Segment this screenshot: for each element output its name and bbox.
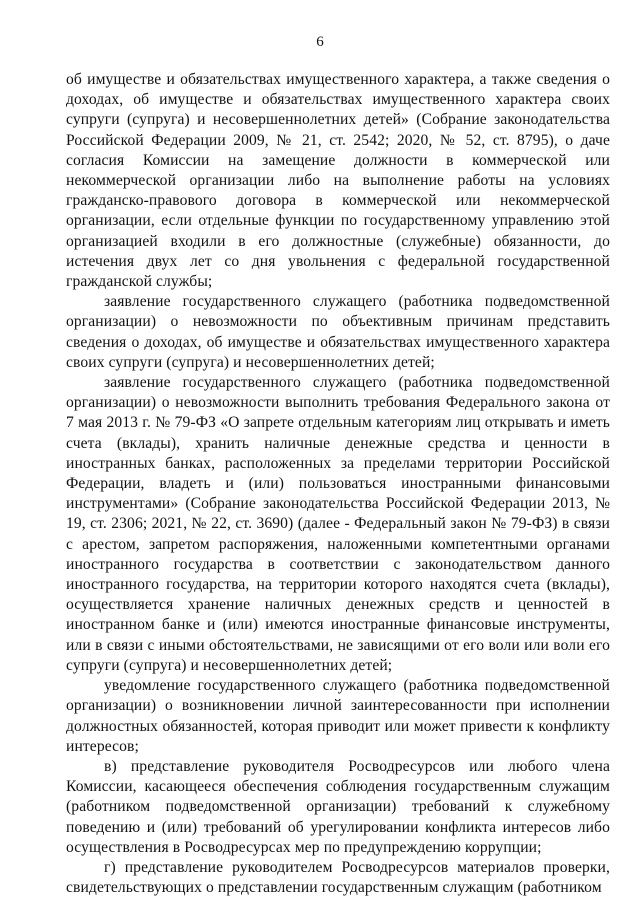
document-body — [66, 70, 610, 898]
paragraph-statement-impossibility-info: заявление государственного служащего (работника подведомственной организации) о невозможности по объективным причинам представить сведения о доходах, об имуществе и обязательствах имущественного характера своих супруги (супруга) и несовершеннолетних детей; — [66, 293, 610, 371]
paragraph-statement-impossibility-79fz: заявление государственного служащего (работника подведомственной организации) о невозможности выполнить требования Федерального закона от 7 мая 2013 г. № 79-ФЗ «О запрете отдельным категориям лиц открывать и иметь счета (вклады), хранить наличные денежные средства и ценности в иностранных банках, расположенных за пределами территории Российской Федерации, владеть и (или) пользоваться иностранными финансовыми инструментами» (Собрание законодательства Российской Федерации 2013, № 19, ст. 2306; 2021, № 22, ст. 3690) (далее - Федеральный закон № 79-ФЗ) в связи с арестом, запретом распоряжения, наложенными компетентными органами иностранного государства в соответствии с законодательством данного иностранного государства, на территории которого находятся счета (вклады), осуществляется хранение наличных денежных средств и ценностей в иностранном банке и (или) имеются иностранные финансовые инструменты, или в связи с иными обстоятельствами, не зависящими от его воли или воли его супруги (супруга) и несовершеннолетних детей; — [66, 374, 610, 674]
paragraph-item-g: г) представление руководителем Росводресурсов материалов проверки, свидетельствующих о представлении государственным служащим (работником — [66, 858, 610, 897]
paragraph-item-v: в) представление руководителя Росводресурсов или любого члена Комиссии, касающееся обеспечения соблюдения государственным служащим (работником подведомственной организации) требований к служебному поведению и (или) требований об урегулировании конфликта интересов либо осуществления в Росводресурсах мер по предупреждению коррупции; — [66, 757, 610, 856]
page-number: 6 — [316, 34, 324, 50]
paragraph-continuation: об имуществе и обязательствах имущественного характера, а также сведения о доходах, об имуществе и обязательствах имущественного характера своих супруги (супруга) и несовершеннолетних детей» (Собрание законодательства Российской Федерации 2009, № 21, ст. 2542; 2020, № 52, ст. 8795), о даче согласия Комиссии на замещение должности в коммерческой или некоммерческой организации либо на выполнение работы на условиях гражданско-правового договора в коммерческой или некоммерческой организации, если отдельные функции по государственному управлению этой организацией входили в его должностные (служебные) обязанности, до истечения двух лет со дня увольнения с федеральной государственной гражданской службы; — [66, 71, 610, 291]
paragraph-notice-conflict-of-interest: уведомление государственного служащего (работника подведомственной организации) о возникновении личной заинтересованности при исполнении должностных обязанностей, которая приводит или может привести к конфликту интересов; — [66, 677, 610, 755]
